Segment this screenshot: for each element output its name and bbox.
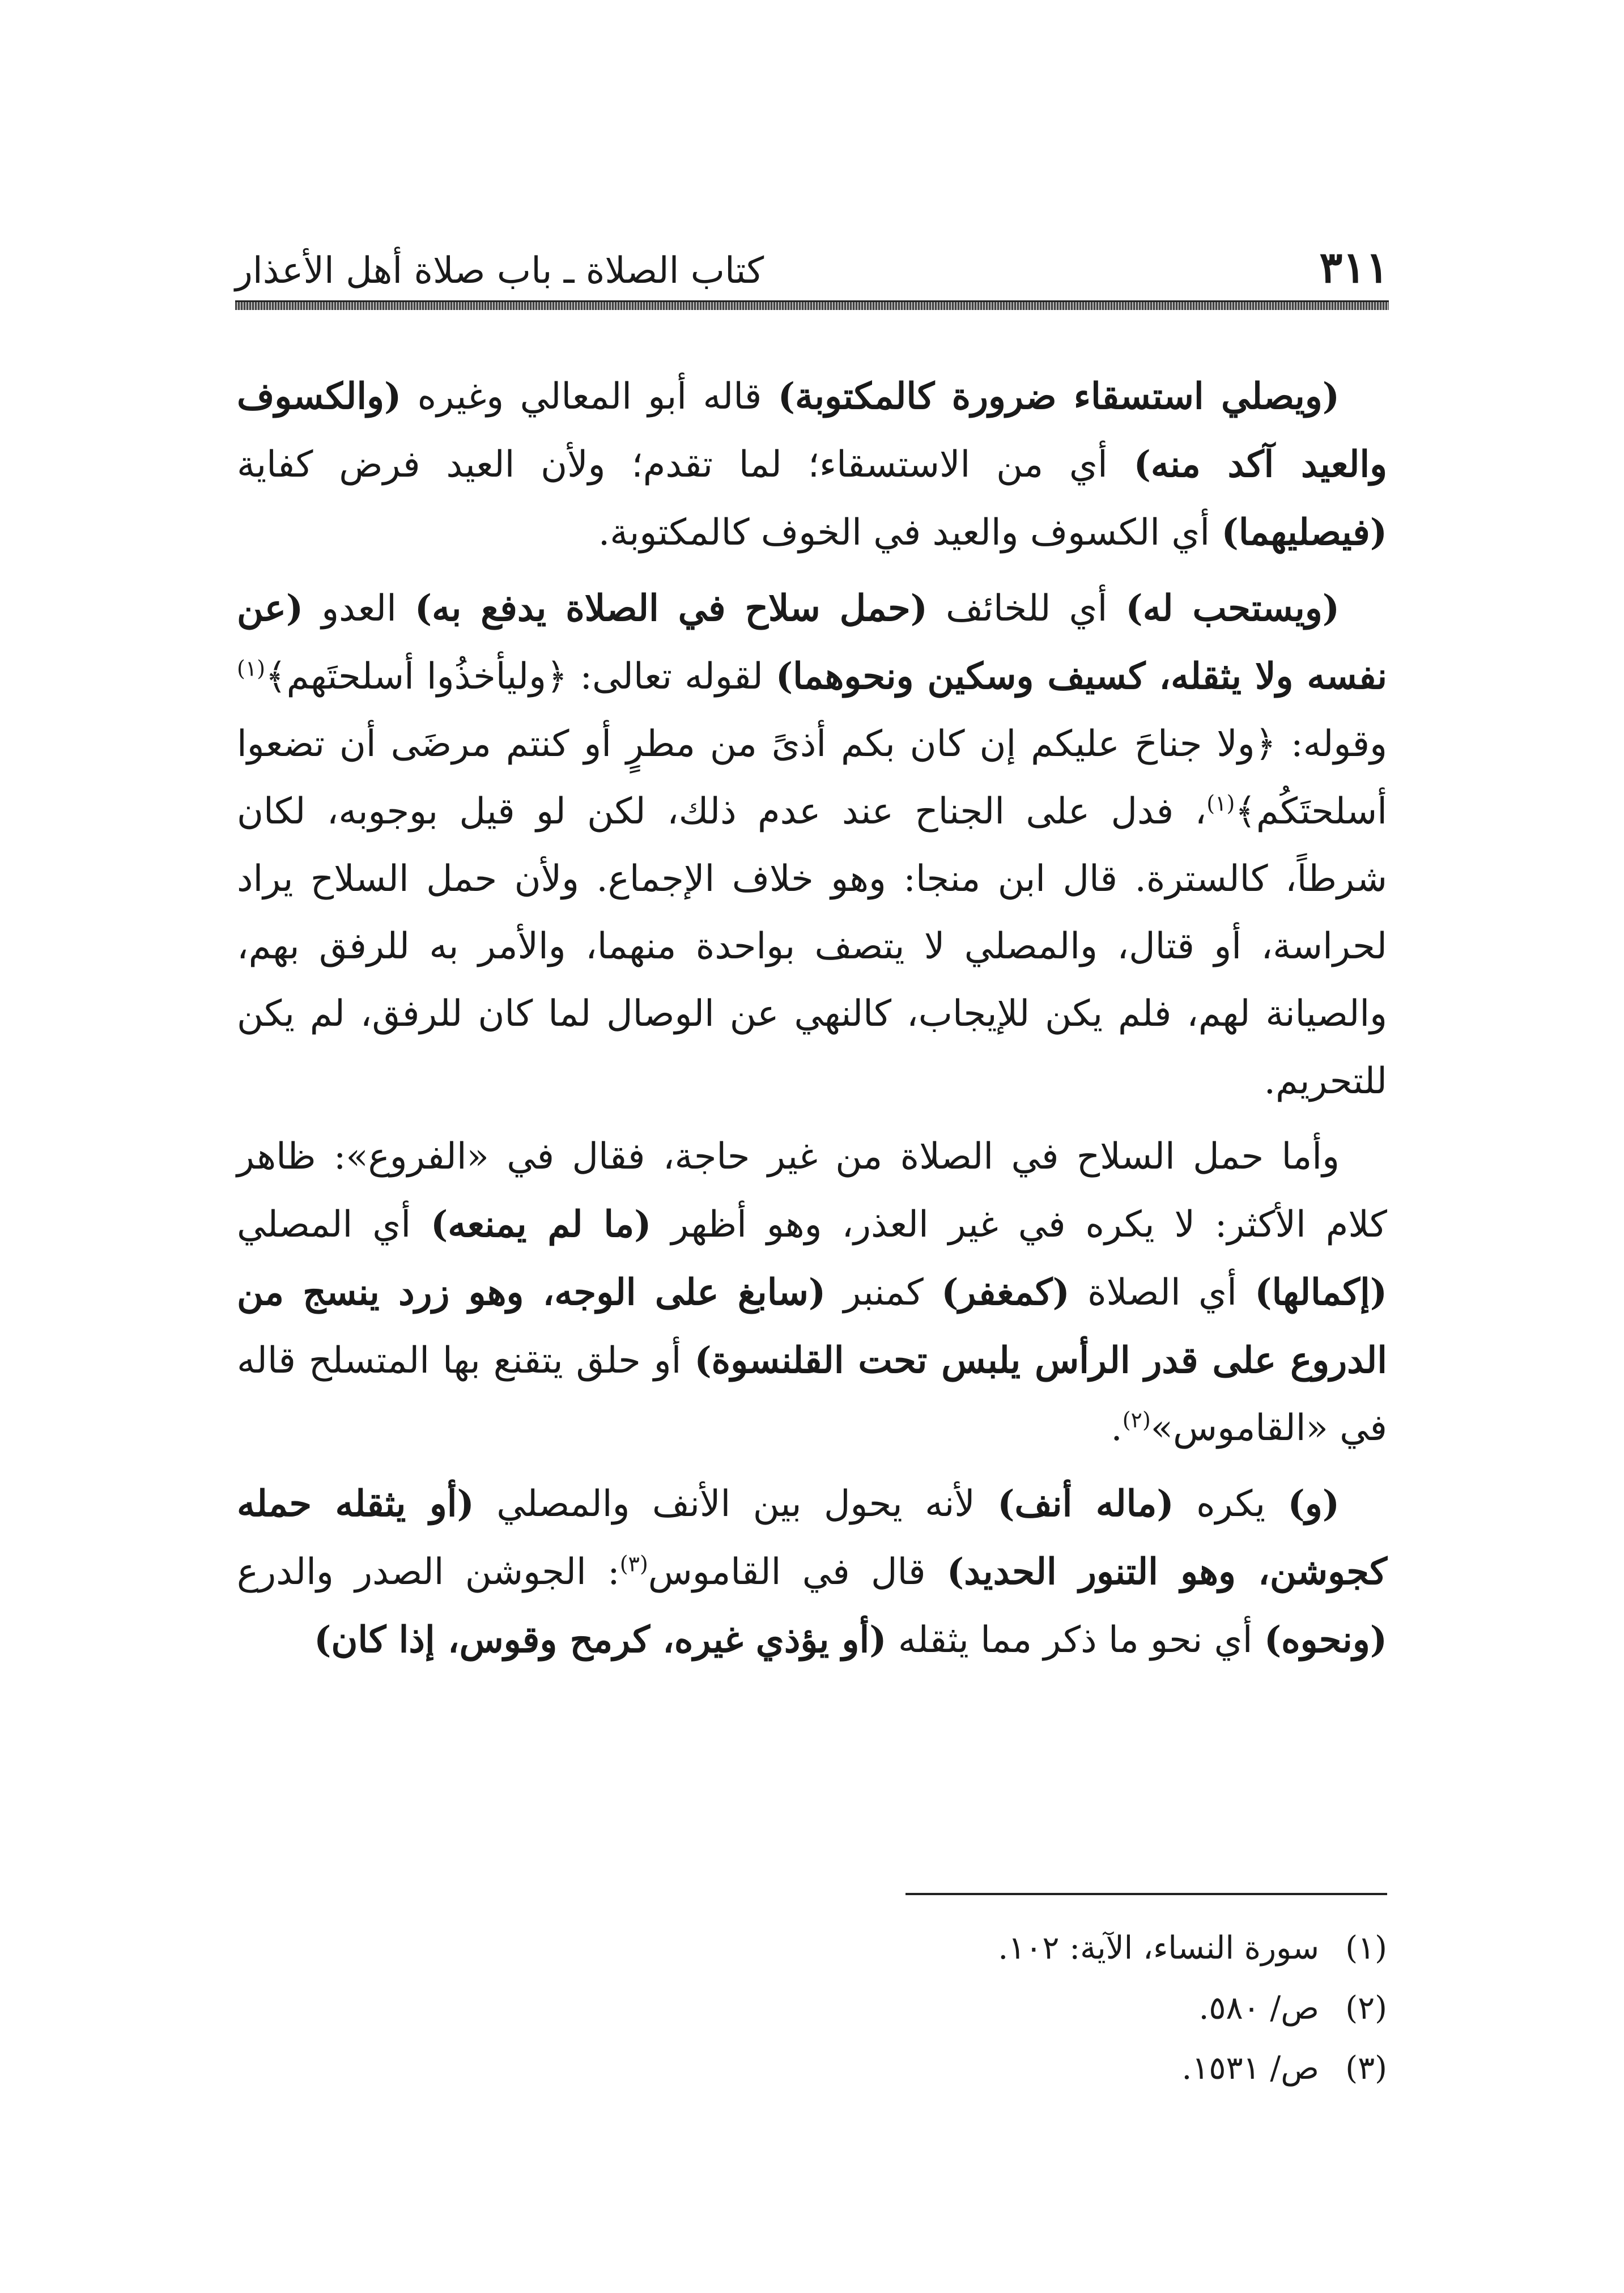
bold-run: (عن نفسه ولا يثقله، كسيف وسكين ونحوهما) — [237, 587, 1388, 698]
bold-run: (كمغفر) — [941, 1271, 1070, 1314]
paragraph — [237, 1470, 1387, 1674]
text-run: قاله أبو المعالي وغيره — [401, 376, 778, 418]
footnote-ref: (١) — [237, 656, 266, 681]
running-header — [235, 227, 1389, 292]
paragraph — [237, 575, 1387, 1115]
text-run: كمنبر — [826, 1272, 942, 1314]
footnote-number: (٣) — [1345, 2050, 1387, 2087]
page-number: ٣١١ — [1319, 242, 1389, 292]
bold-run: (ونحوه) — [1264, 1619, 1387, 1661]
bold-run: (و) — [1287, 1483, 1340, 1525]
text-run: أي الكسوف والعيد في الخوف كالمكتوبة. — [598, 512, 1222, 554]
footnote-text: ص/ ١٥٣١. — [1181, 2050, 1319, 2087]
footnote — [481, 1918, 1387, 1978]
paragraph — [237, 1123, 1387, 1462]
bold-run: (أو يثقله حمله كجوشن، وهو التنور الحديد) — [237, 1483, 1388, 1593]
text-run: . — [1111, 1407, 1123, 1449]
text-run: قال في القاموس — [648, 1551, 947, 1593]
bold-run: (ويستحب له) — [1125, 587, 1340, 630]
text-run: أي للخائف — [927, 588, 1126, 630]
text-run: وقوله: ﴿ولا جناحَ عليكم إن كان بكم أذىً من مطرٍ أو كنتم مرضَى أن تضعوا أسلحتَكُم﴾ — [237, 723, 1388, 833]
text-run: أو حلق يتقنع بها المتسلح قاله في «القاموس» — [237, 1340, 1387, 1449]
text-run: وأما حمل السلاح في الصلاة من غير حاجة، فقال في «الفروع»: ظاهر كلام الأكثر: لا يكره في غير العذر، وهو أظهر — [237, 1136, 1388, 1246]
text-run: : الجوشن الصدر والدرع — [237, 1551, 620, 1593]
text-run: لأنه يحول بين الأنف والمصلي — [474, 1483, 998, 1525]
footnote-ref: (٣) — [619, 1551, 648, 1577]
text-run: لقوله تعالى: ﴿وليأخذُوا أسلحتَهم﴾ — [265, 656, 776, 698]
paragraph — [237, 363, 1387, 567]
bold-run: (ويصلي استسقاء ضرورة كالمكتوبة) — [777, 375, 1340, 418]
text-run: أي المصلي — [237, 1204, 431, 1246]
header-rule — [235, 300, 1389, 310]
footnote-number: (١) — [1345, 1930, 1387, 1967]
text-run: أي الصلاة — [1069, 1272, 1255, 1314]
footnote-ref: (١) — [1206, 791, 1235, 816]
main-text — [237, 363, 1387, 1674]
bold-run: (ماله أنف) — [997, 1483, 1174, 1525]
footnote — [481, 1978, 1387, 2039]
text-run: ، فدل على الجناح عند عدم ذلك، لكن لو قيل بوجوبه، لكان شرطاً، كالسترة. قال ابن منجا: وهو خلاف الإجماع. ولأن حمل السلاح يراد لحراسة، أو قتال، والمصلي لا يتصف بواحدة منهما، والأمر به للرفق بهم، والصيانة لهم، فلم يكن للإيجاب، كالنهي عن الوصال لما كان للرفق، لم يكن للتحريم. — [237, 791, 1387, 1102]
text-run: يكره — [1174, 1483, 1288, 1525]
running-header-title: كتاب الصلاة ـ باب صلاة أهل الأعذار — [235, 250, 764, 292]
bold-run: (ما لم يمنعه) — [431, 1203, 652, 1246]
footnote — [481, 2039, 1387, 2099]
text-run: أي نحو ما ذكر مما يثقله — [886, 1619, 1264, 1661]
bold-run: (إكمالها) — [1255, 1271, 1388, 1314]
footnote-rule — [905, 1893, 1387, 1895]
footnote-text: سورة النساء، الآية: ١٠٢. — [998, 1930, 1319, 1967]
bold-run: (والكسوف والعيد آكد منه) — [237, 375, 1388, 486]
footnote-text: ص/ ٥٨٠. — [1198, 1990, 1319, 2027]
bold-run: (سابغ على الوجه، وهو زرد ينسج من الدروع على قدر الرأس يلبس تحت القلنسوة) — [237, 1271, 1387, 1382]
footnotes — [481, 1918, 1387, 2099]
text-run: أي من الاستسقاء؛ لما تقدم؛ ولأن العيد فرض كفاية — [237, 444, 1134, 486]
footnote-ref: (٢) — [1122, 1407, 1151, 1433]
bold-run: (فيصليهما) — [1221, 511, 1387, 554]
footnote-number: (٢) — [1345, 1990, 1387, 2027]
bold-run: (أو يؤذي غيره، كرمح وقوس، إذا كان) — [314, 1619, 887, 1661]
text-run: العدو — [303, 588, 415, 630]
bold-run: (حمل سلاح في الصلاة يدفع به) — [414, 587, 928, 630]
